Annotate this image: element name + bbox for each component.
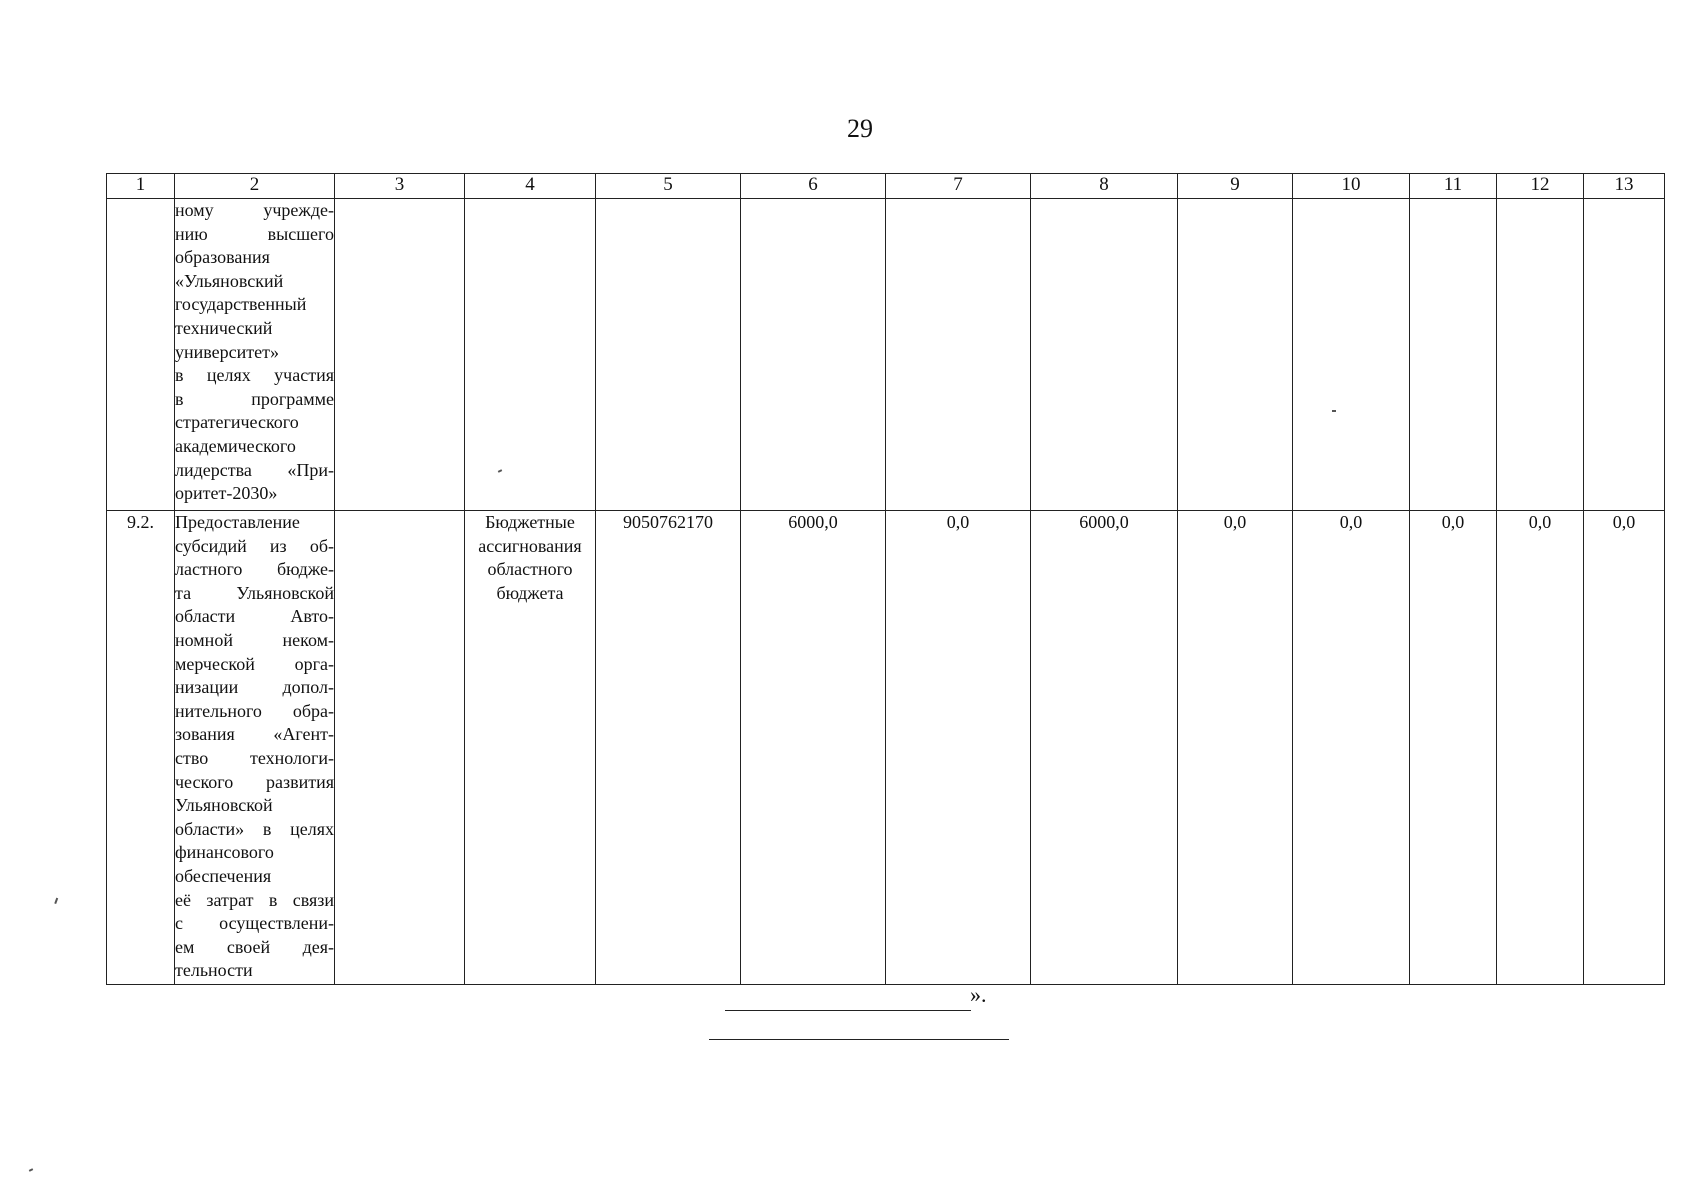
description-line: с осуществлени- [175,913,334,934]
description-line: её затрат в связи [175,889,334,910]
column-header-9: 9 [1178,174,1293,199]
description-line: ластного бюдже- [175,559,334,580]
funding-source-line: ассигнования [478,535,582,556]
amount-col13-cell: 0,0 [1584,511,1665,985]
description-line: номной неком- [175,629,334,650]
column-header-10: 10 [1293,174,1410,199]
column-header-8: 8 [1031,174,1178,199]
amount-col12-cell: 0,0 [1497,511,1584,985]
description-cell [175,199,335,511]
budget-code-cell: 9050762170 [596,511,741,985]
description-line: нию высшего [175,223,334,244]
funding-source-line: Бюджетные [485,512,575,532]
description-line: Ульяновской [175,795,273,816]
amount-col9-cell: 0,0 [1178,511,1293,985]
column-header-4: 4 [465,174,596,199]
amount-col8-cell: 6000,0 [1031,511,1178,985]
closing-quote-mark: ». [970,982,987,1007]
description-line: академического [175,435,296,456]
description-line: нительного обра- [175,700,334,721]
description-line: в программе [175,388,334,409]
description-line: мерческой орга- [175,653,334,674]
amount-col11-cell: 0,0 [1410,511,1497,985]
cell-col3 [335,511,465,985]
column-header-12: 12 [1497,174,1584,199]
description-line: области Авто- [175,606,334,627]
description-line: низации допол- [175,677,334,698]
scan-speck [29,1168,33,1172]
column-header-6: 6 [741,174,886,199]
budget-table [106,173,1665,985]
description-line: лидерства «При- [175,459,334,480]
description-line: области» в целях [175,818,334,839]
funding-source-line: бюджета [496,582,564,603]
description-line: та Ульяновской [175,582,334,603]
cell-col11 [1410,199,1497,511]
table-row [107,511,1665,985]
description-line: субсидий из об- [175,535,334,556]
cell-col7 [886,199,1031,511]
scan-speck [54,898,57,904]
description-line: Предоставление [175,512,300,532]
description-line: тельности [175,960,253,981]
description-line: ство технологи- [175,747,334,768]
cell-col3 [335,199,465,511]
amount-col7-cell: 0,0 [886,511,1031,985]
cell-col5 [596,199,741,511]
column-header-7: 7 [886,174,1031,199]
column-header-3: 3 [335,174,465,199]
description-line: ческого развития [175,771,334,792]
cell-col8 [1031,199,1178,511]
column-header-13: 13 [1584,174,1665,199]
amount-col10-cell: 0,0 [1293,511,1410,985]
description-line: университет» [175,341,279,362]
row-number-cell: 9.2. [107,511,175,985]
table-header-row [107,174,1665,199]
row-number-cell [107,199,175,511]
cell-col4 [465,199,596,511]
description-line: обеспечения [175,865,272,886]
funding-source-line: областного [487,559,573,580]
cell-col10 [1293,199,1410,511]
column-header-1: 1 [107,174,175,199]
column-header-5: 5 [596,174,741,199]
description-line: зования «Агент- [175,724,334,745]
table-row [107,199,1665,511]
description-line: стратегического [175,412,299,433]
description-line: оритет-2030» [175,483,278,504]
cell-col13 [1584,199,1665,511]
cell-col9 [1178,199,1293,511]
description-line: государственный [175,294,307,315]
description-line: ем своей дея- [175,936,334,957]
page-number: 29 [847,114,873,143]
cell-col12 [1497,199,1584,511]
column-header-11: 11 [1410,174,1497,199]
description-line: финансового [175,842,274,863]
closing-underline [725,984,971,1011]
description-line: в целях участия [175,365,334,386]
description-line: «Ульяновский [175,270,284,291]
description-line: образования [175,247,270,268]
closing-rule [709,1039,1009,1040]
description-line: технический [175,317,273,338]
column-header-2: 2 [175,174,335,199]
description-cell [175,511,335,985]
scan-speck [1332,410,1336,412]
cell-col6 [741,199,886,511]
total-amount-cell: 6000,0 [741,511,886,985]
description-line: ному учрежде- [175,200,334,220]
funding-source-cell [465,511,596,985]
